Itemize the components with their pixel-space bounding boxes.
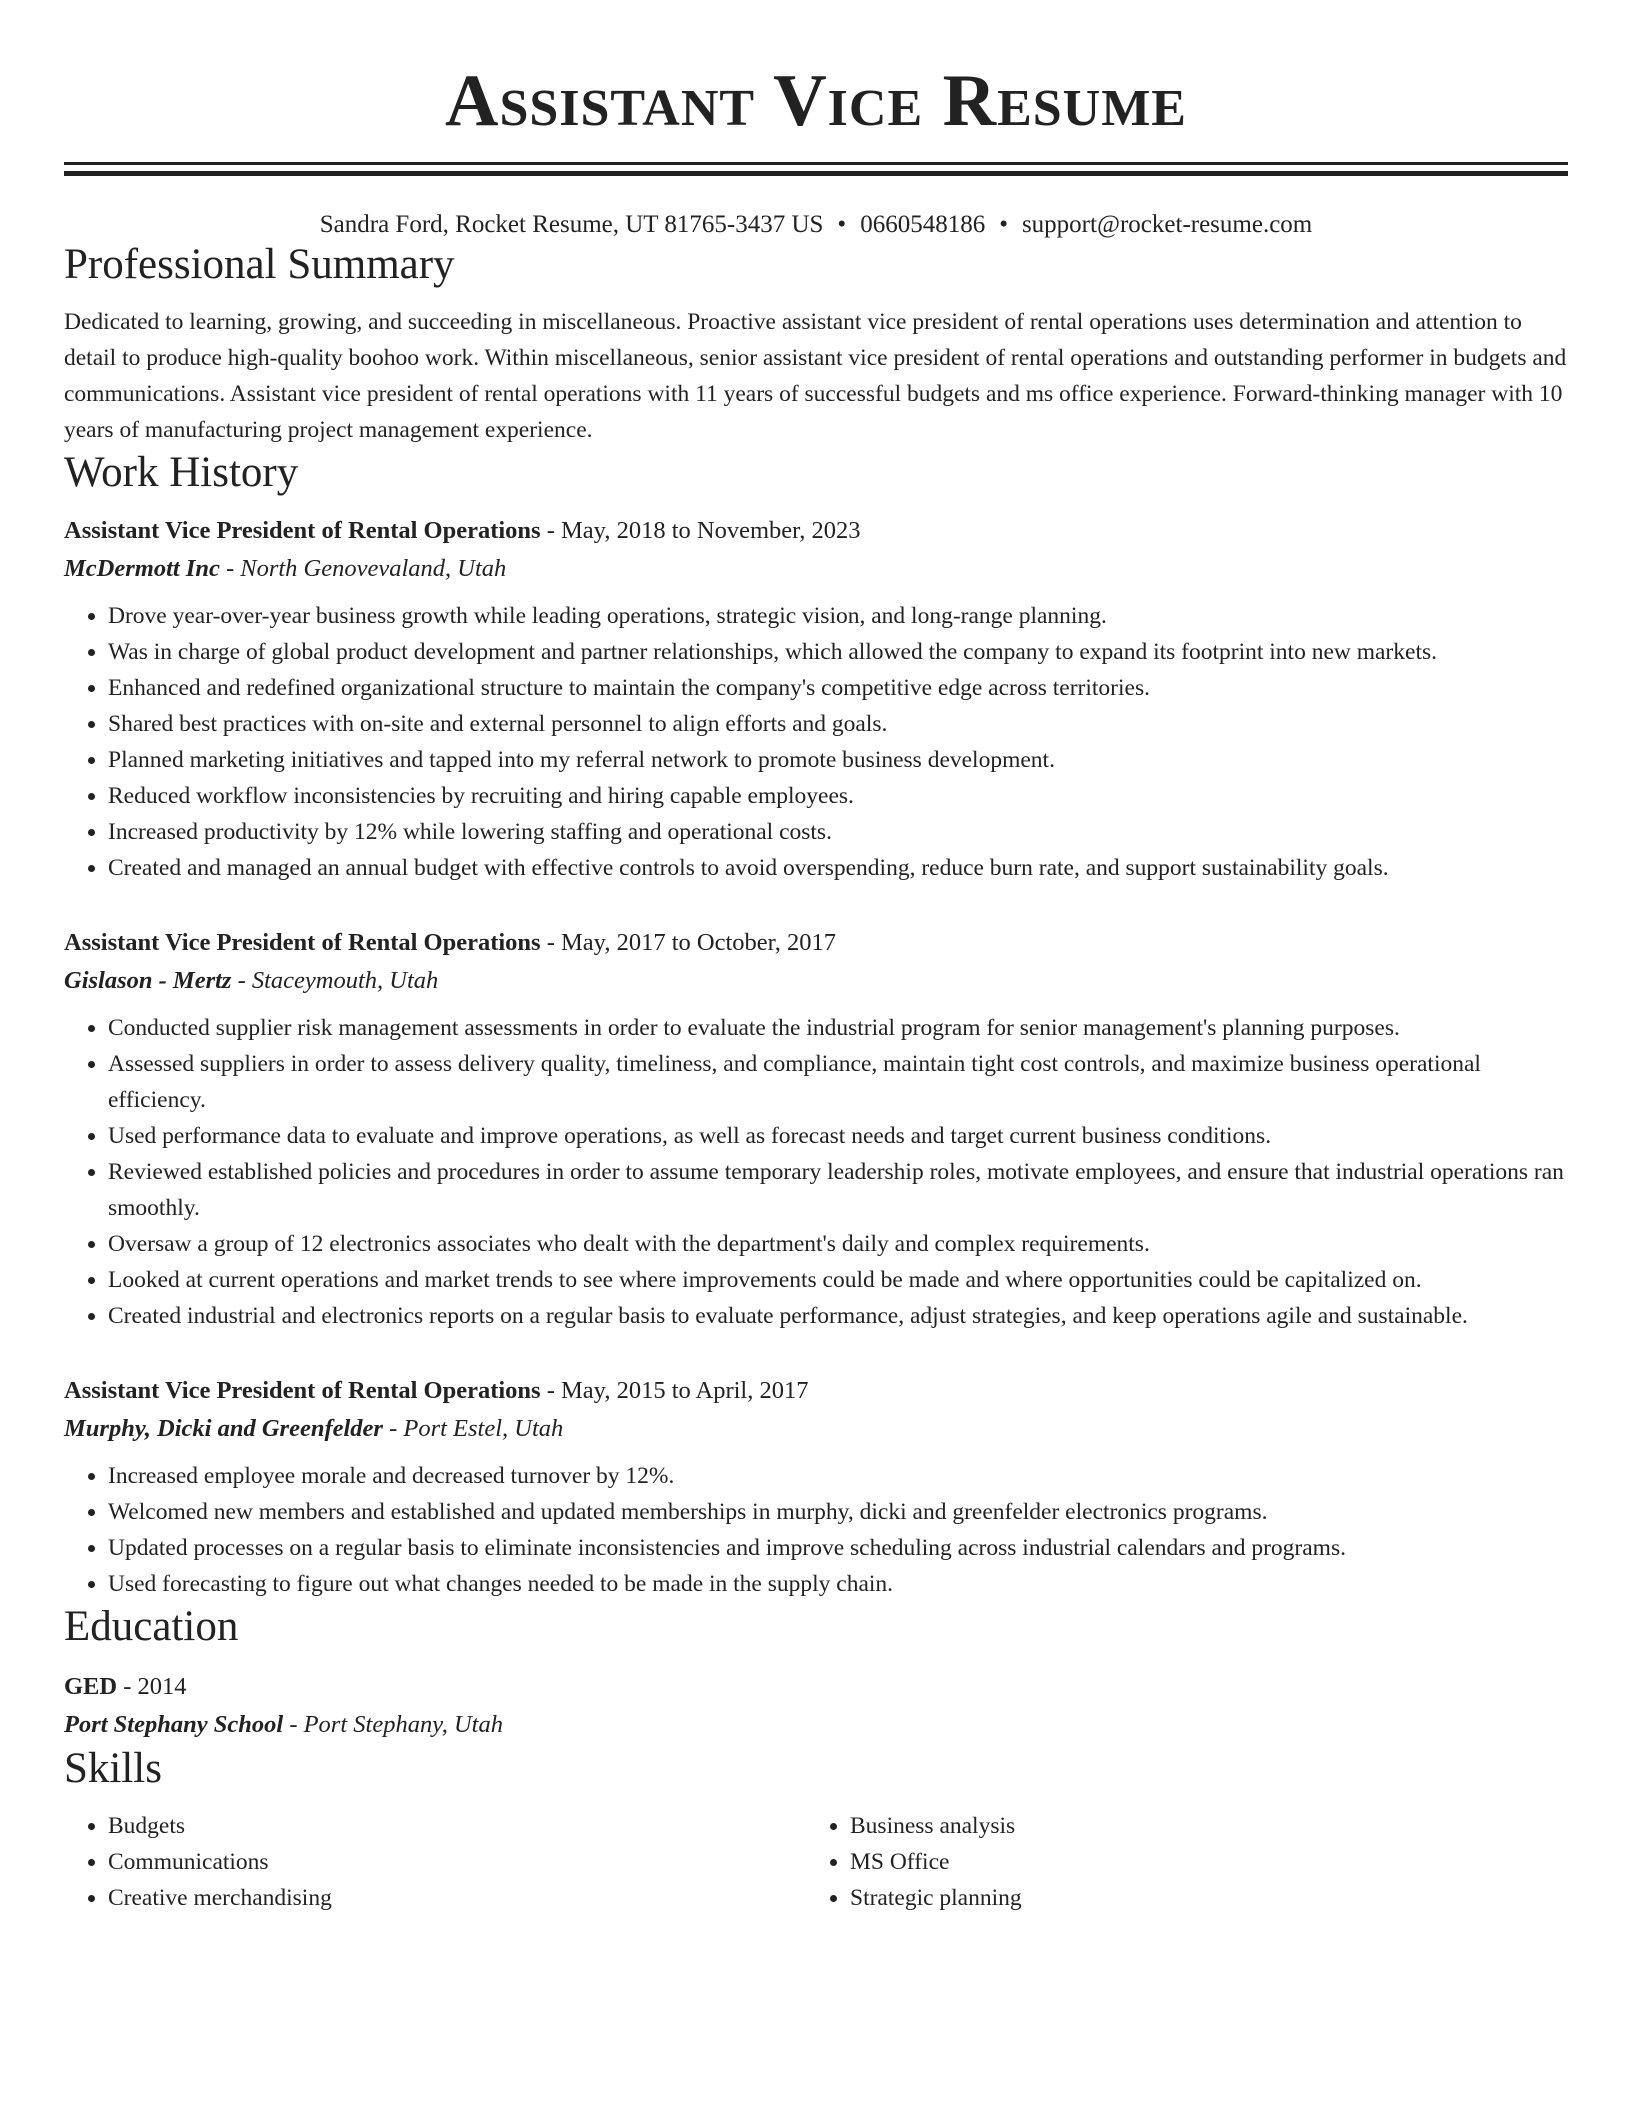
job-title-line xyxy=(64,924,1568,962)
job-bullet: • Oversaw a group of 12 electronics associates who dealt with the department's daily and complex requirements. xyxy=(108,1226,1568,1262)
job-title: Assistant Vice President of Rental Operations xyxy=(64,929,541,956)
company-line xyxy=(64,962,1568,1000)
job-bullet: • Reduced workflow inconsistencies by recruiting and hiring capable employees. xyxy=(108,778,1568,814)
job-bullet: • Updated processes on a regular basis to eliminate inconsistencies and improve scheduling across industrial calendars and programs. xyxy=(108,1530,1568,1566)
title-rule-bottom xyxy=(64,171,1568,176)
education-heading: Education xyxy=(64,1603,239,1650)
job-bullet: • Was in charge of global product development and partner relationships, which allowed the company to expand its footprint into new markets. xyxy=(108,634,1568,670)
company-location: - Port Estel, Utah xyxy=(382,1415,564,1442)
contact-separator: • xyxy=(837,211,847,238)
skill-item: • Strategic planning xyxy=(850,1880,1548,1916)
job-bullet: • Conducted supplier risk management assessments in order to evaluate the industrial program for senior management's planning purposes. xyxy=(108,1010,1568,1046)
job-title-line xyxy=(64,1372,1568,1410)
education-entry xyxy=(64,1668,1568,1744)
job-entry xyxy=(64,924,1568,1334)
job-bullet: • Shared best practices with on-site and external personnel to align efforts and goals. xyxy=(108,706,1568,742)
school-line xyxy=(64,1706,1568,1744)
job-bullet: • Created industrial and electronics reports on a regular basis to evaluate performance, adjust strategies, and keep operations agile and sustainable. xyxy=(108,1298,1568,1334)
job-bullet: • Drove year-over-year business growth while leading operations, strategic vision, and long-range planning. xyxy=(108,598,1568,634)
job-entry xyxy=(64,512,1568,886)
skill-item: • Communications xyxy=(108,1844,806,1880)
job-dates: - May, 2017 to October, 2017 xyxy=(540,929,837,956)
degree: GED xyxy=(64,1673,118,1700)
skill-item: • Creative merchandising xyxy=(108,1880,806,1916)
contact-phone: 0660548186 xyxy=(860,211,986,238)
skills-list xyxy=(64,1808,1568,1916)
job-bullet: • Assessed suppliers in order to assess delivery quality, timeliness, and compliance, maintain tight cost controls, and maximize business operational efficiency. xyxy=(108,1046,1568,1118)
company-location: - Staceymouth, Utah xyxy=(231,967,439,994)
job-bullet: • Increased productivity by 12% while lowering staffing and operational costs. xyxy=(108,814,1568,850)
company-line xyxy=(64,550,1568,588)
job-bullet: • Increased employee morale and decreased turnover by 12%. xyxy=(108,1458,1568,1494)
contact-address: Sandra Ford, Rocket Resume, UT 81765-3437 US xyxy=(319,211,824,238)
job-entry xyxy=(64,1372,1568,1602)
job-bullet: • Used forecasting to figure out what changes needed to be made in the supply chain. xyxy=(108,1566,1568,1602)
degree-year: - 2014 xyxy=(117,1673,187,1700)
job-bullet: • Looked at current operations and market trends to see where improvements could be made and where opportunities could be capitalized on. xyxy=(108,1262,1568,1298)
page-title: Assistant Vice Resume xyxy=(445,60,1187,142)
job-title-line xyxy=(64,512,1568,550)
job-bullet: • Reviewed established policies and procedures in order to assume temporary leadership roles, motivate employees, and ensure that industrial operations ran smoothly. xyxy=(108,1154,1568,1226)
company-line xyxy=(64,1410,1568,1448)
job-bullet: • Used performance data to evaluate and improve operations, as well as forecast needs and target current business conditions. xyxy=(108,1118,1568,1154)
degree-line xyxy=(64,1668,1568,1706)
job-bullets xyxy=(64,1458,1568,1602)
skills-column-right xyxy=(806,1808,1548,1916)
school-name: Port Stephany School xyxy=(64,1711,284,1738)
work-history-heading: Work History xyxy=(64,449,299,496)
job-bullets xyxy=(64,1010,1568,1334)
skill-item: • Business analysis xyxy=(850,1808,1548,1844)
company-name: McDermott Inc xyxy=(64,555,220,582)
skills-column-left xyxy=(64,1808,806,1916)
skills-heading: Skills xyxy=(64,1745,162,1792)
job-bullet: • Created and managed an annual budget with effective controls to avoid overspending, reduce burn rate, and support sustainability goals. xyxy=(108,850,1568,886)
title-rule-top xyxy=(64,162,1568,165)
job-bullets xyxy=(64,598,1568,886)
company-location: - North Genovevaland, Utah xyxy=(219,555,507,582)
contact-separator: • xyxy=(999,211,1008,238)
job-title: Assistant Vice President of Rental Operations xyxy=(64,517,541,544)
job-bullet: • Enhanced and redefined organizational structure to maintain the company's competitive edge across territories. xyxy=(108,670,1568,706)
company-name: Murphy, Dicki and Greenfelder xyxy=(64,1415,383,1442)
job-dates: - May, 2018 to November, 2023 xyxy=(540,517,861,544)
contact-line xyxy=(64,210,1568,240)
company-name: Gislason - Mertz xyxy=(64,967,232,994)
skill-item: • MS Office xyxy=(850,1844,1548,1880)
job-bullet: • Welcomed new members and established and updated memberships in murphy, dicki and greenfelder electronics programs. xyxy=(108,1494,1568,1530)
summary-heading: Professional Summary xyxy=(64,241,455,288)
summary-text: Dedicated to learning, growing, and succeeding in miscellaneous. Proactive assistant vice president of rental operations uses determination and attention to detail to produce high-quality boohoo work. Within miscellaneous, senior assistant vice president of rental operations and outstanding performer in budgets and communications. Assistant vice president of rental operations with 11 years of successful budgets and ms office experience. Forward-thinking manager with 10 years of manufacturing project management experience. xyxy=(64,309,1567,443)
job-dates: - May, 2015 to April, 2017 xyxy=(540,1377,809,1404)
job-bullet: • Planned marketing initiatives and tapped into my referral network to promote business development. xyxy=(108,742,1568,778)
contact-email: support@rocket-resume.com xyxy=(1021,211,1313,238)
job-title: Assistant Vice President of Rental Operations xyxy=(64,1377,541,1404)
skill-item: • Budgets xyxy=(108,1808,806,1844)
school-location: - Port Stephany, Utah xyxy=(283,1711,503,1738)
